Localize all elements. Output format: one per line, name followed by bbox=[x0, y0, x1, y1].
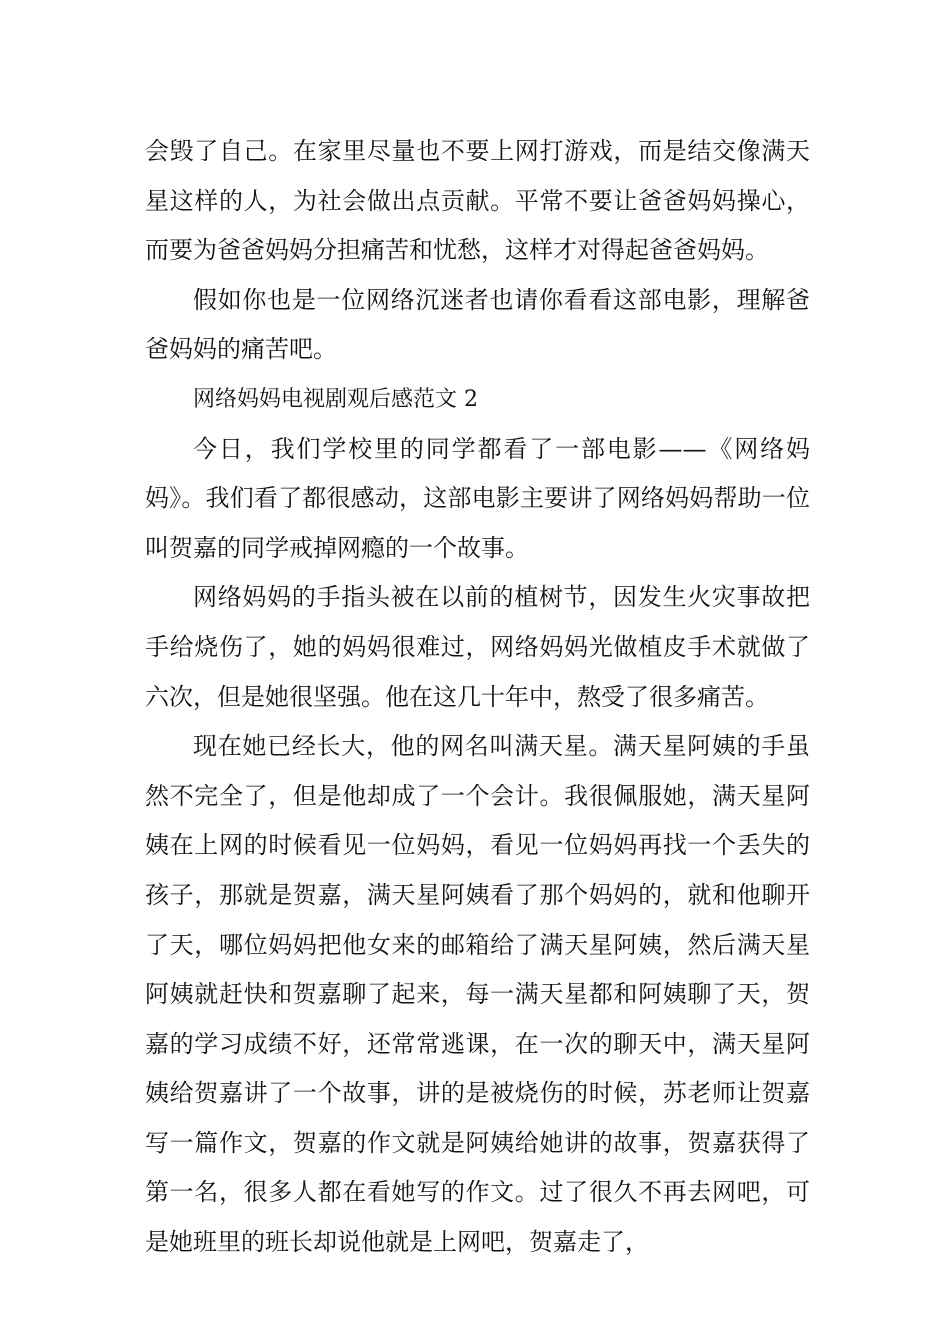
paragraph-appeal: 假如你也是一位网络沉迷者也请你看看这部电影，理解爸爸妈妈的痛苦吧。 bbox=[145, 285, 810, 364]
section-heading: 网络妈妈电视剧观后感范文 2 bbox=[193, 386, 478, 412]
paragraph-continuation: 会毁了自己。在家里尽量也不要上网打游戏，而是结交像满天星这样的人，为社会做出点贡献。平常不要让爸爸妈妈操心，而要为爸爸妈妈分担痛苦和忧愁，这样才对得起爸爸妈妈。 bbox=[145, 137, 810, 265]
document-body bbox=[145, 127, 810, 1268]
paragraph-story: 现在她已经长大，他的网名叫满天星。满天星阿姨的手虽然不完全了，但是他却成了一个会计。我很佩服她，满天星阿姨在上网的时候看见一位妈妈，看见一位妈妈再找一个丢失的孩子，那就是贺嘉，满天星阿姨看了那个妈妈的，就和他聊开了天，哪位妈妈把他女来的邮箱给了满天星阿姨，然后满天星阿姨就赶快和贺嘉聊了起来，每一满天星都和阿姨聊了天，贺嘉的学习成绩不好，还常常逃课，在一次的聊天中，满天星阿姨给贺嘉讲了一个故事，讲的是被烧伤的时候，苏老师让贺嘉写一篇作文，贺嘉的作文就是阿姨给她讲的故事，贺嘉获得了第一名，很多人都在看她写的作文。过了很久不再去网吧，可是她班里的班长却说他就是上网吧，贺嘉走了， bbox=[145, 732, 810, 1257]
paragraph-intro: 今日，我们学校里的同学都看了一部电影——《网络妈妈》。我们看了都很感动，这部电影主要讲了网络妈妈帮助一位叫贺嘉的同学戒掉网瘾的一个故事。 bbox=[145, 434, 810, 562]
paragraph-background: 网络妈妈的手指头被在以前的植树节，因发生火灾事故把手给烧伤了，她的妈妈很难过，网络妈妈光做植皮手术就做了六次，但是她很坚强。他在这几十年中，熬受了很多痛苦。 bbox=[145, 583, 810, 711]
